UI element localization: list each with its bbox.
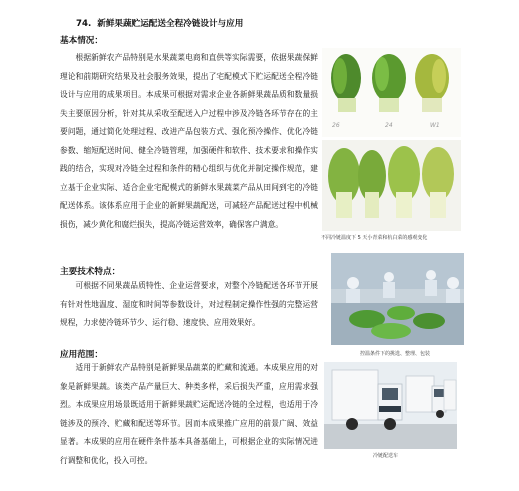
tech-paragraph: 可根据不同果蔬品质特性、企业运营要求，对整个冷链配送各环节开展有针对性地温度、湿度和时间等参数设计，对过程制定操作性强的完整运营规程，力求使冷链环节少、运行稳、速度快、应用效果好。 (60, 281, 318, 327)
refrigerated-trucks-photo (324, 362, 457, 449)
article-number: 74. (76, 19, 92, 29)
tech-heading: 主要技术特点： (60, 267, 121, 277)
plant-label-3: W1 (430, 122, 440, 129)
plant-label-2: 24 (385, 122, 393, 129)
scope-heading: 应用范围： (60, 350, 103, 360)
article-title-text: 新鲜果蔬贮运配送全程冷链设计与应用 (97, 19, 244, 29)
figure-caption-3: 控温条件下的挑选、整理、包装 (360, 351, 431, 357)
vegetable-photo-top (322, 48, 461, 137)
scope-paragraph: 适用于新鲜农产品特别是新鲜果品蔬菜的贮藏和流通。本成果应用的对象是新鲜果蔬。该类产品产量巨大、种类多样，采后损失严重，应用需求强烈。本成果应用场景既适用于新鲜果蔬贮运配送冷链的全过程，也适用于冷链涉及的预冷、贮藏和配送等环节。因而本成果推广应用的前景广阔、效益显著。本成果的应用在硬件条件基本具备基础上，可根据企业的实际情况进行调整和优化，投入可控。 (60, 363, 318, 465)
figure-caption-1: 不同冷链温度下 5 天小青菜和杭白菜的感观变化 (321, 235, 428, 241)
vegetable-photo-bottom (322, 140, 461, 231)
figure-caption-4: 冷链配送车 (373, 453, 399, 459)
article-title (76, 17, 496, 29)
plant-label-1: 26 (332, 122, 340, 129)
packing-workshop-photo (331, 253, 464, 345)
basic-heading: 基本情况： (60, 36, 103, 46)
basic-paragraph: 根据新鲜农产品特别是水果蔬菜电商和直供等实际需要，依据果蔬保鲜理论和前期研究结果及社会服务效果，提出了宅配模式下贮运配送全程冷链设计与应用的成果项目。本成果可根据对需求企业各新鲜果蔬品质和数量损失主要原因分析，针对其从采收至配送入户过程中涉及冷链各环节存在的主要问题，通过简化处理过程、改进产品包装方式、强化预冷操作、优化冷链参数、缩短配送时间、健全冷链管理，加强硬件和软件、技术要求和操作实践的结合，实现对冷链全过程和条件的精心组织与优化并制定操作规范，建立基于企业实际、适合企业宅配模式的新鲜水果蔬菜产品从田间到宅的冷链配送体系。该体系应用于企业的新鲜果蔬配送，可减轻产品配送过程中机械损伤，减少黄化和腐烂损失，提高冷链运营效率，确保客户满意。 (60, 53, 318, 229)
